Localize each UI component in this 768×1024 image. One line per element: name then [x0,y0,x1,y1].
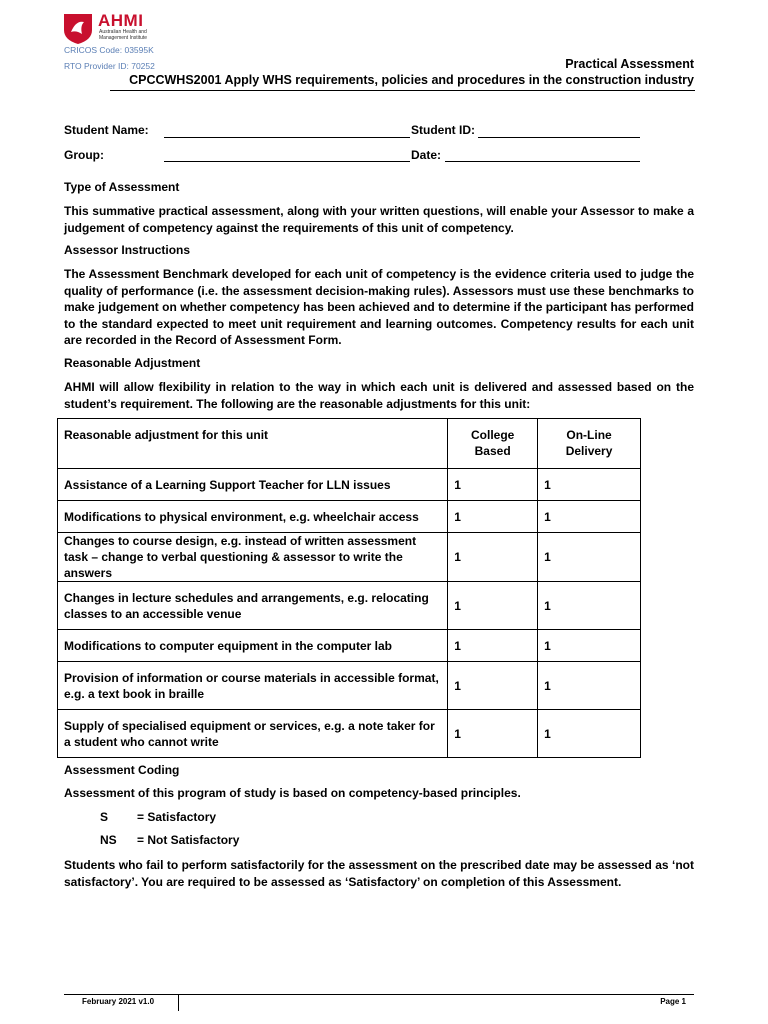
table-row [58,582,641,630]
table-row [58,630,641,662]
student-id-label: Student ID: [411,123,475,137]
college-cell: 1 [448,710,538,758]
footer-rule [64,994,694,995]
title-rule [110,90,695,91]
table-row [58,662,641,710]
online-cell: 1 [538,469,641,501]
adjustment-cell: Modifications to physical environment, e.g. wheelchair access [58,501,448,533]
reasonable-adjustment-heading: Reasonable Adjustment [64,356,201,370]
college-cell: 1 [448,630,538,662]
logo-subtitle: Australian Health and Management Institute [99,29,148,41]
footer-page-number: Page 1 [660,997,686,1006]
adjustment-cell: Modifications to computer equipment in the computer lab [58,630,448,662]
reasonable-adjustment-body: AHMI will allow flexibility in relation to the way in which each unit is delivered and assessed based on the student’s requirement. The following are the reasonable adjustments for this unit: [64,380,694,411]
adjustment-cell: Assistance of a Learning Support Teacher for LLN issues [58,469,448,501]
header-adjustment: Reasonable adjustment for this unit [58,419,448,469]
document-type: Practical Assessment [565,57,694,71]
unit-title: CPCCWHS2001 Apply WHS requirements, policies and procedures in the construction industry [129,73,694,87]
code-ns: NS [100,833,117,847]
college-cell: 1 [448,469,538,501]
college-cell: 1 [448,501,538,533]
header-online-delivery: On-Line Delivery [538,419,641,469]
adjustment-cell: Provision of information or course materials in accessible format, e.g. a text book in braille [58,662,448,710]
online-cell: 1 [538,501,641,533]
college-cell: 1 [448,582,538,630]
type-of-assessment-heading: Type of Assessment [64,180,180,194]
reasonable-adjustment-table [57,418,641,758]
footer-version: February 2021 v1.0 [82,997,155,1006]
code-ns-meaning: = Not Satisfactory [137,833,240,847]
student-name-label: Student Name: [64,123,149,137]
table-row [58,533,641,582]
college-cell: 1 [448,533,538,582]
adjustment-cell: Changes to course design, e.g. instead of written assessment task – change to verbal questioning & assessor to write the answers [58,533,448,582]
college-cell: 1 [448,662,538,710]
online-cell: 1 [538,533,641,582]
date-field[interactable] [445,161,640,162]
date-label: Date: [411,148,442,162]
header-college-based: College Based [448,419,538,469]
logo-text: AHMI [98,11,144,30]
adjustment-cell: Changes in lecture schedules and arrangements, e.g. relocating classes to an accessible venue [58,582,448,630]
online-cell: 1 [538,710,641,758]
online-cell: 1 [538,582,641,630]
group-field[interactable] [164,161,410,162]
online-cell: 1 [538,662,641,710]
group-label: Group: [64,148,104,162]
assessor-instructions-body: The Assessment Benchmark developed for each unit of competency is the evidence criteria used to judge the quality of performance (i.e. the assessment decision-making rules). Assessors must use these benchmarks to make judgement on whether competency has been achieved and to determine if the participant has performed to the standard expected to meet unit requirement and learning outcomes. Competency results for each unit are recorded in the Record of Assessment Form. [64,267,694,347]
assessment-coding-heading: Assessment Coding [64,763,180,777]
assessment-coding-note: Students who fail to perform satisfactorily for the assessment on the prescribed date may be assessed as ‘not satisfactory’. You are required to be assessed as ‘Satisfactory’ on completion of this Assessment. [64,858,694,889]
code-s: S [100,810,109,824]
online-cell: 1 [538,630,641,662]
student-name-field[interactable] [164,137,410,138]
assessment-coding-intro: Assessment of this program of study is based on competency-based principles. [64,786,521,800]
table-row [58,469,641,501]
table-header-row [58,419,641,469]
student-id-field[interactable] [478,137,640,138]
rto-provider-id: RTO Provider ID: 70252 [64,61,155,71]
code-s-meaning: = Satisfactory [137,810,217,824]
assessor-instructions-heading: Assessor Instructions [64,243,191,257]
adjustment-cell: Supply of specialised equipment or services, e.g. a note taker for a student who cannot write [58,710,448,758]
type-of-assessment-body: This summative practical assessment, along with your written questions, will enable your Assessor to make a judgement of competency against the requirements of this unit of competency. [64,204,694,235]
table-row [58,501,641,533]
cricos-code: CRICOS Code: 03595K [64,45,154,55]
footer-separator [178,994,179,1011]
table-row [58,710,641,758]
